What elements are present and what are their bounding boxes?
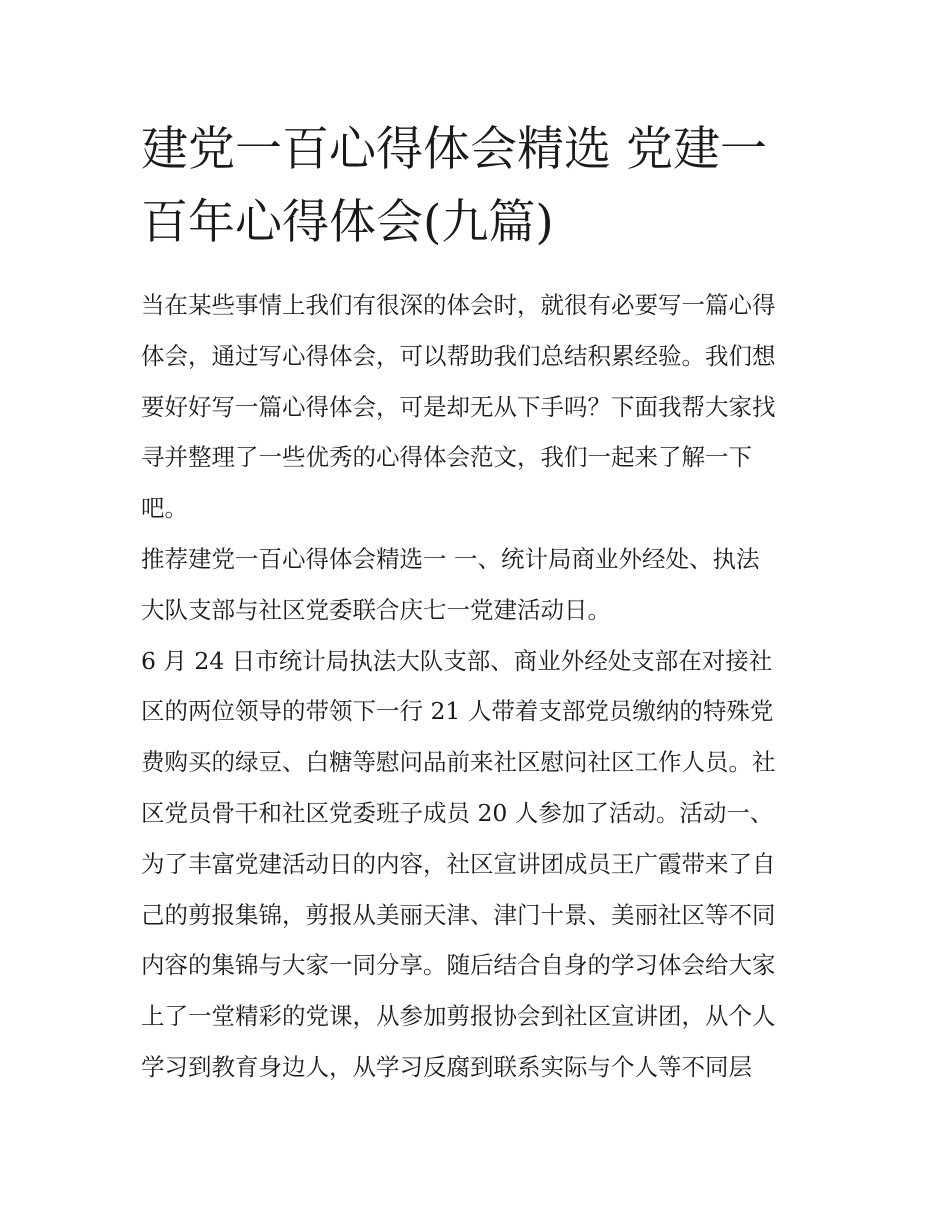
document-body [141, 280, 821, 1093]
text-line: 大队支部与社区党委联合庆七一党建活动日。 [141, 595, 611, 624]
text-line: 费购买的绿豆、白糖等慰问品前来社区慰问社区工作人员。社 [141, 748, 776, 777]
document-title [141, 113, 821, 259]
text-line: 学习到教育身边人，从学习反腐到联系实际与个人等不同层 [141, 1052, 752, 1081]
title-line: 百年心得体会(九篇) [141, 195, 554, 250]
text-line: 推荐建党一百心得体会精选一 一、统计局商业外经处、执法 [141, 544, 760, 573]
text-line: 区的两位领导的带领下一行 21 人带着支部党员缴纳的特殊党 [141, 697, 774, 726]
text-line: 为了丰富党建活动日的内容，社区宣讲团成员王广霞带来了自 [141, 849, 776, 878]
text-line: 6 月 24 日市统计局执法大队支部、商业外经处支部在对接社 [141, 646, 773, 675]
text-line: 上了一堂精彩的党课，从参加剪报协会到社区宣讲团，从个人 [141, 1002, 776, 1031]
text-line: 体会，通过写心得体会，可以帮助我们总结积累经验。我们想 [141, 341, 776, 370]
section-heading-paragraph [141, 534, 821, 636]
text-line: 内容的集锦与大家一同分享。随后结合自身的学习体会给大家 [141, 951, 776, 980]
text-line: 吧。 [141, 494, 188, 523]
text-line: 当在某些事情上我们有很深的体会时，就很有必要写一篇心得 [141, 291, 776, 319]
text-line: 区党员骨干和社区党委班子成员 20 人参加了活动。活动一、 [141, 798, 774, 827]
text-line: 寻并整理了一些优秀的心得体会范文，我们一起来了解一下 [141, 443, 752, 472]
activity-paragraph [141, 636, 821, 1093]
text-line: 要好好写一篇心得体会，可是却无从下手吗？下面我帮大家找 [141, 392, 776, 421]
text-line: 己的剪报集锦，剪报从美丽天津、津门十景、美丽社区等不同 [141, 900, 776, 929]
intro-paragraph [141, 280, 821, 534]
title-line: 建党一百心得体会精选 党建一 [141, 122, 767, 177]
